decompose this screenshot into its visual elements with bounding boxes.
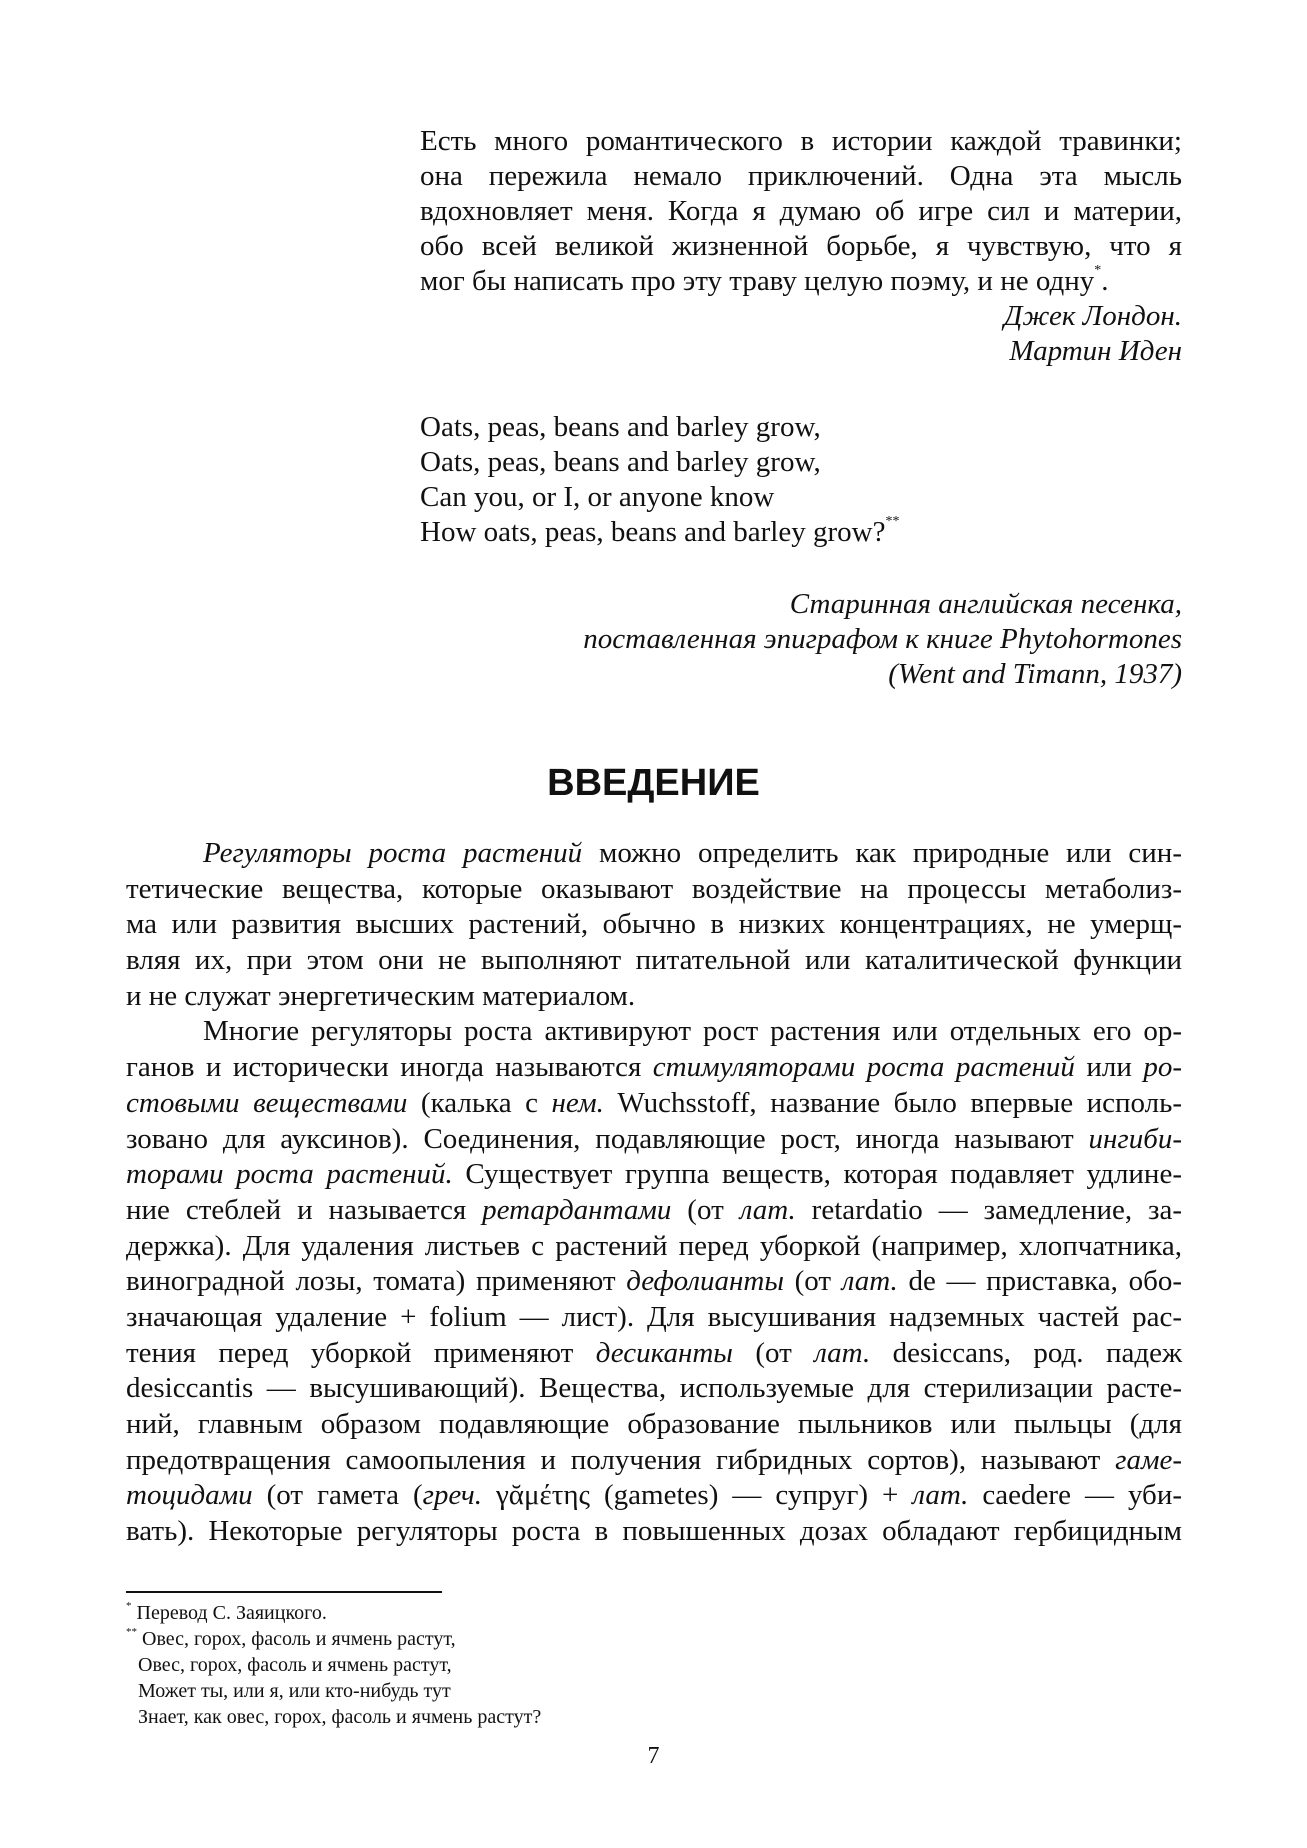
section-heading: ВВЕДЕНИЕ	[547, 762, 760, 804]
text: зовано для ауксинов). Соединения, подавляющие рост, иногда называют	[126, 1122, 1089, 1155]
text: desiccans, род. падеж	[870, 1336, 1183, 1369]
body-line: ний, главным образом подавляющие образование пыльников или пыльцы (для	[126, 1408, 1182, 1440]
body-line	[126, 1157, 1182, 1193]
body-line	[126, 1122, 1182, 1158]
body-line	[126, 1193, 1182, 1229]
epigraph-source: Мартин Иден	[1009, 335, 1182, 367]
footnote-mark: *	[126, 1600, 132, 1612]
page-number: 7	[647, 1743, 660, 1769]
footnote-line: Знает, как овес, горох, фасоль и ячмень растут?	[138, 1706, 542, 1728]
attribution-line: Старинная английская песенка,	[789, 588, 1182, 620]
body-line: вляя их, при этом они не выполняют питательной или каталитической функции	[126, 944, 1182, 977]
abbr-italic: лат.	[841, 1265, 898, 1298]
body-line	[126, 1443, 1182, 1479]
abbr-italic: греч.	[422, 1479, 482, 1512]
text: caedere — уби-	[968, 1479, 1182, 1512]
poem-line-last	[420, 515, 899, 550]
body-line: desiccantis — высушивающий). Вещества, используемые для стерилизации расте-	[126, 1372, 1182, 1405]
term-italic: торами роста растений.	[126, 1158, 453, 1191]
body-line: вать). Некоторые регуляторы роста в повышенных дозах обладают гербицидным	[126, 1515, 1182, 1548]
body-line: держка). Для удаления листьев с растений перед уборкой (например, хлопчатника,	[126, 1229, 1182, 1262]
epigraph-final-punct: .	[1101, 265, 1109, 297]
term-italic: стовыми веществами	[126, 1086, 408, 1119]
footnote-line: Может ты, или я, или кто-нибудь тут	[138, 1680, 451, 1702]
poem-line: How oats, peas, beans and barley grow?	[420, 516, 886, 548]
footnote-divider	[126, 1591, 442, 1593]
epigraph-london-signature	[1004, 299, 1182, 369]
body-text	[126, 836, 1182, 1550]
footnotes	[126, 1600, 541, 1730]
footnote-text: Перевод С. Заяицкого.	[131, 1602, 327, 1624]
body-line	[126, 836, 1182, 872]
body-line	[126, 1264, 1182, 1300]
footnote-ref: **	[885, 514, 900, 529]
term-italic: ретардантами	[482, 1193, 672, 1226]
poem-line: Can you, or I, or anyone know	[420, 481, 775, 513]
text: Wuchsstoff, название было впервые исполь-	[603, 1086, 1182, 1119]
term-italic: гаме-	[1115, 1443, 1182, 1476]
epigraph-london	[420, 124, 1182, 299]
text: (от	[671, 1193, 740, 1226]
epigraph-line-last	[420, 264, 1182, 299]
epigraph-song-attribution	[583, 587, 1182, 692]
body-line: и не служат энергетическим материалом.	[126, 979, 636, 1012]
footnote-mark: **	[126, 1626, 137, 1638]
text: ганов и исторически иногда называются	[126, 1051, 653, 1084]
attribution-line: (Went and Timann, 1937)	[888, 658, 1182, 690]
epigraph-line: вдохновляет меня. Когда я думаю об игре сил и материи,	[420, 195, 1182, 227]
text: retardatio — замедление, за-	[795, 1193, 1182, 1226]
text: Существует группа веществ, которая подавляет удлине-	[452, 1158, 1182, 1191]
epigraph-line: она пережила немало приключений. Одна эта мысль	[420, 160, 1182, 192]
text: de — приставка, обо-	[897, 1265, 1182, 1298]
text: (от	[732, 1336, 815, 1369]
epigraph-line: мог бы написать про эту траву целую поэму, и не одну	[420, 265, 1095, 297]
text: (калька с	[407, 1086, 552, 1119]
text: предотвращения самоопыления и получения гибридных сортов), называют	[126, 1443, 1116, 1476]
epigraph-author: Джек Лондон.	[1003, 300, 1182, 332]
term-italic: Регуляторы роста растений	[203, 837, 583, 869]
epigraph-song	[420, 410, 899, 550]
term-italic: ингиби-	[1088, 1122, 1182, 1155]
text: ние стеблей и называется	[126, 1193, 483, 1226]
abbr-italic: лат.	[739, 1193, 796, 1226]
footnote-ref: *	[1094, 263, 1102, 278]
text: или	[1074, 1051, 1144, 1084]
body-line: тетические вещества, которые оказывают воздействие на процессы метаболиз-	[126, 872, 1182, 905]
term-italic: стимуляторами роста растений	[652, 1051, 1075, 1084]
epigraph-line: обо всей великой жизненной борьбе, я чувствую, что я	[420, 230, 1182, 262]
term-italic: дефолианты	[626, 1265, 784, 1298]
term-italic: десиканты	[595, 1336, 733, 1369]
text: виноградной лозы, томата) применяют	[126, 1265, 627, 1298]
body-line: Многие регуляторы роста активируют рост растения или отдельных его ор-	[203, 1015, 1182, 1048]
body-line	[126, 1336, 1182, 1372]
footnote-text: Овес, горох, фасоль и ячмень растут,	[137, 1628, 456, 1650]
body-line	[126, 1086, 1182, 1122]
text: (от гамета (	[252, 1479, 423, 1512]
poem-line: Oats, peas, beans and barley grow,	[420, 446, 821, 478]
text: (от	[784, 1265, 842, 1298]
term-italic: тоцидами	[126, 1479, 253, 1512]
abbr-italic: лат.	[912, 1479, 969, 1512]
epigraph-line: Есть много романтического в истории каждой травинки;	[420, 125, 1182, 157]
attribution-line: поставленная эпиграфом к книге Phytohormones	[583, 623, 1182, 655]
footnote-1	[126, 1600, 541, 1626]
body-line	[126, 1478, 1182, 1514]
body-line: значающая удаление + folium — лист). Для высушивания надземных частей рас-	[126, 1300, 1182, 1333]
poem-line: Oats, peas, beans and barley grow,	[420, 411, 821, 443]
text: можно определить как природные или син-	[582, 837, 1182, 869]
footnote-2	[126, 1626, 541, 1652]
text: γᾰμέτης (gametes) — супруг) +	[482, 1479, 913, 1512]
text: тения перед уборкой применяют	[126, 1336, 596, 1369]
abbr-italic: лат.	[814, 1336, 871, 1369]
footnote-line: Овес, горох, фасоль и ячмень растут,	[138, 1654, 452, 1676]
abbr-italic: нем.	[551, 1086, 604, 1119]
body-line	[126, 1050, 1182, 1086]
body-line: ма или развития высших растений, обычно в низких концентрациях, не умерщ-	[126, 908, 1182, 941]
term-italic: ро-	[1143, 1051, 1182, 1084]
